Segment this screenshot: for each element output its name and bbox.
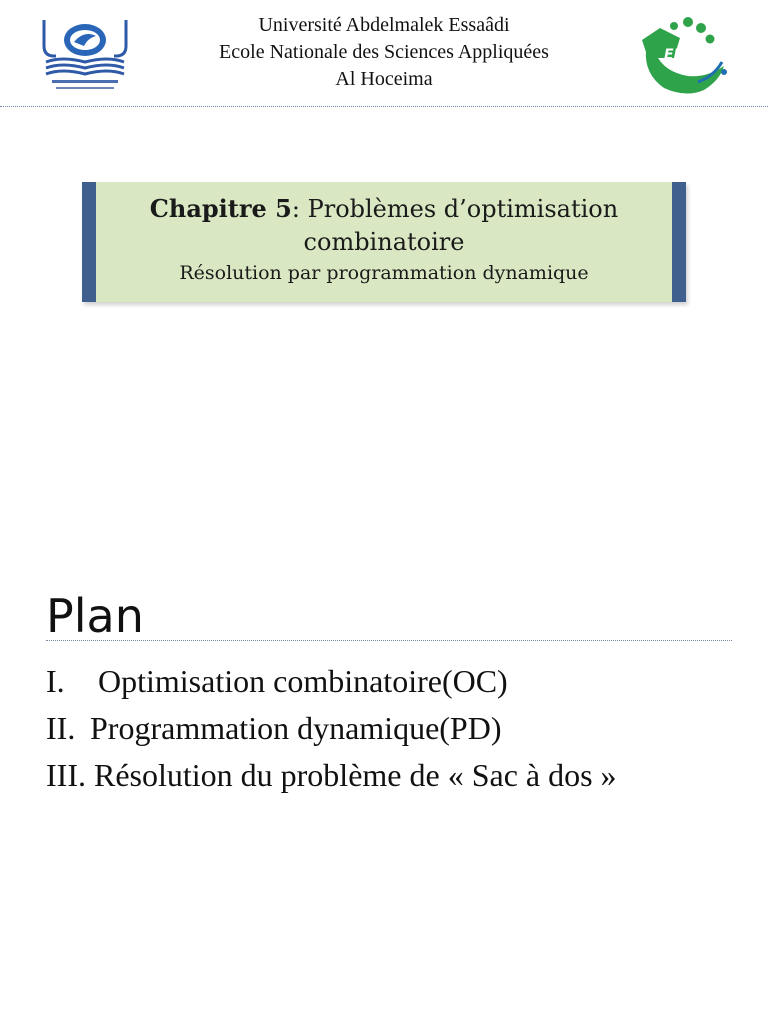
school-name: Ecole Nationale des Sciences Appliquées (219, 41, 549, 63)
chapter-subtitle: Résolution par programmation dynamique (179, 262, 589, 284)
plan-item-number: I. (46, 663, 65, 699)
chapter-label: Chapitre 5 (149, 194, 292, 223)
chapter-box-right-bar (672, 182, 686, 302)
plan-item-number: III. (46, 757, 86, 793)
plan-list (46, 658, 736, 799)
plan-item-text: Optimisation combinatoire(OC) (98, 663, 508, 699)
ensah-logo (634, 14, 734, 100)
plan-item (46, 658, 736, 705)
plan-item (46, 752, 736, 799)
plan-item (46, 705, 736, 752)
chapter-title: : Problèmes d’optimisation (291, 195, 619, 223)
chapter-title-continued: combinatoire (303, 228, 465, 256)
plan-item-number: II. (46, 710, 76, 746)
plan-item-text: Programmation dynamique(PD) (90, 710, 502, 746)
university-name: Université Abdelmalek Essaâdi (258, 14, 510, 36)
chapter-box-left-bar (82, 182, 96, 302)
header-divider (0, 106, 768, 107)
chapter-text (96, 192, 672, 288)
plan-item-text: Résolution du problème de « Sac à dos » (93, 757, 617, 793)
document-header (0, 0, 768, 108)
chapter-title-box (82, 182, 686, 302)
chapter-heading (96, 192, 672, 226)
plan-divider (46, 640, 732, 641)
city-name: Al Hoceima (335, 68, 433, 90)
university-logo (38, 16, 132, 96)
svg-text:ENSAH: ENSAH (664, 47, 718, 63)
institution-header (150, 12, 618, 93)
plan-heading: Plan (46, 589, 144, 643)
